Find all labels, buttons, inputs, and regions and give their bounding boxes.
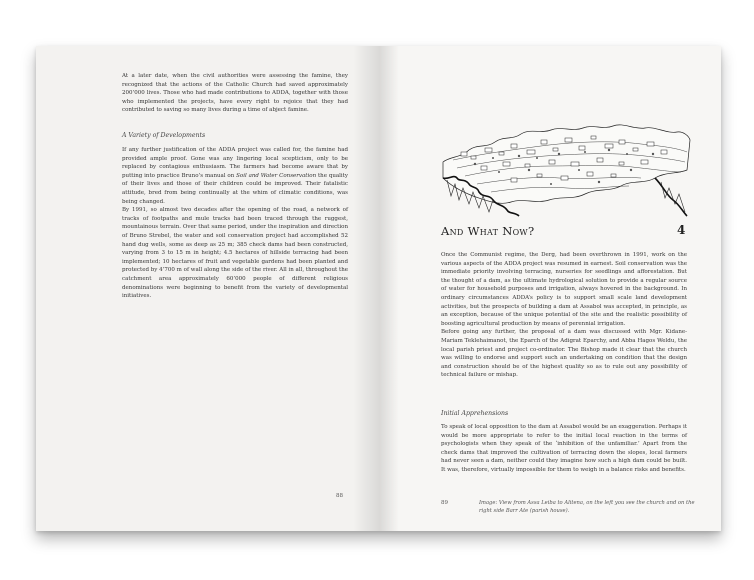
right-page-number: 89 (441, 500, 448, 506)
image-caption: Image: View from Assa Leiba to Alitena, on the left you see the church and on the right side Barr Ate (parish house). (479, 500, 695, 514)
intro-paragraph (122, 72, 348, 115)
chapter-heading: And What Now? (441, 224, 535, 238)
right-body-2 (441, 423, 687, 475)
left-paragraph-1 (122, 146, 348, 206)
right-paragraph-1: Once the Communist regime, the Derg, had been overthrown in 1991, work on the various aspects of the ADDA project was resumed in earnest. Soil conservation was the immediate priority involving terracing, nurseries for seedlings and afforestation. But the thought of a dam, as the ultimate hydrological solution to provide a regular source of water for household purposes and irrigation, always hovered in the background. In ordinary circumstances ADDA’s policy is to support small scale land development activities, but the prospects of building a dam at Assabol was accepted, in principle, as an exception, because of the unique potential of the site and the realistic possibility of boosting agricultural production by means of perennial irrigation. (441, 252, 687, 327)
right-paragraph-3: To speak of local opposition to the dam at Assabol would be an exaggeration. Perhaps it would be more appropriate to refer to the initial local reaction in the terms of psychologists when they speak of the ‘inhibition of the unfamiliar.’ Apart from the check dams that improved the cultivation of terracing down the slopes, local farmers had never seen a dam, neither could they imagine how such a high dam could be built. It was, therefore, virtually impossible for them to weigh in a balance risks and benefits. (441, 424, 687, 473)
intro-text: At a later date, when the civil authorities were assessing the famine, they recognized that the actions of the Catholic Church had saved approximately 200’000 lives. Those who had made contributions to ADDA, together with those who implemented the projects, have every right to rejoice that they had contributed to saving so many lives during a time of abject famine. (122, 73, 348, 114)
book-spread (36, 46, 721, 531)
left-page (36, 46, 379, 531)
manual-title: Soil and Water Conservation (236, 172, 317, 179)
left-page-number: 88 (336, 493, 343, 499)
right-gutter-shadow (379, 46, 399, 531)
left-subheading: A Variety of Developments (122, 132, 206, 139)
right-subheading: Initial Apprehensions (441, 410, 509, 417)
right-body (441, 251, 687, 380)
right-page (379, 46, 721, 531)
left-gutter-shadow (353, 46, 379, 531)
right-paragraph-2: Before going any further, the proposal of a dam was discussed with Mgr. Kidane-Mariam Teklehaimanot, the Eparch of the Adigrat Eparchy, and Abba Hagos Weldu, the local parish priest and project co-ordinator. The Bishop made it clear that the church was willing to endorse and support such an undertaking on condition that the design and construction should be of the highest quality so as to rule out any possibility of technical failure or mishap. (441, 329, 687, 379)
left-body (122, 146, 348, 301)
left-paragraph-1-text-a: If any further justification of the ADDA project was called for, the famine had provided ample proof. Gone was any lingering local scepticism, only to be replaced by contagious enthusiasm. The farmers had become aware that by putting into practice Bruno’s manual on (122, 147, 348, 179)
left-paragraph-2: By 1991, so almost two decades after the opening of the road, a network of tracks of footpaths and mule tracks had been traced through the ruggest, mountainous terrain. Over that same period, under the inspiration and direction of Bruno Strebel, the water and soil conservation project had accomplished 52 hand dug wells, some as deep as 25 m; 385 check dams had been constructed, varying from 3 to 15 m in height; 4.5 hectares of hillside terracing had been implemented; 10 hectares of fruit and vegetable gardens had been planted and protected by 4’700 m of wall along the side of the river. All in all, throughout the catchment area approximately 60’000 people of different religious denominations were beginning to benefit from the variety of developmental initiatives. (122, 207, 348, 300)
landscape-illustration (441, 100, 691, 218)
chapter-number: 4 (677, 223, 686, 237)
left-paragraph-1-text-b: the quality of their lives and those of their children could be improved. Their fatalistic attitude, bred from being continually at the whim of climatic conditions, was being changed. (122, 172, 348, 205)
